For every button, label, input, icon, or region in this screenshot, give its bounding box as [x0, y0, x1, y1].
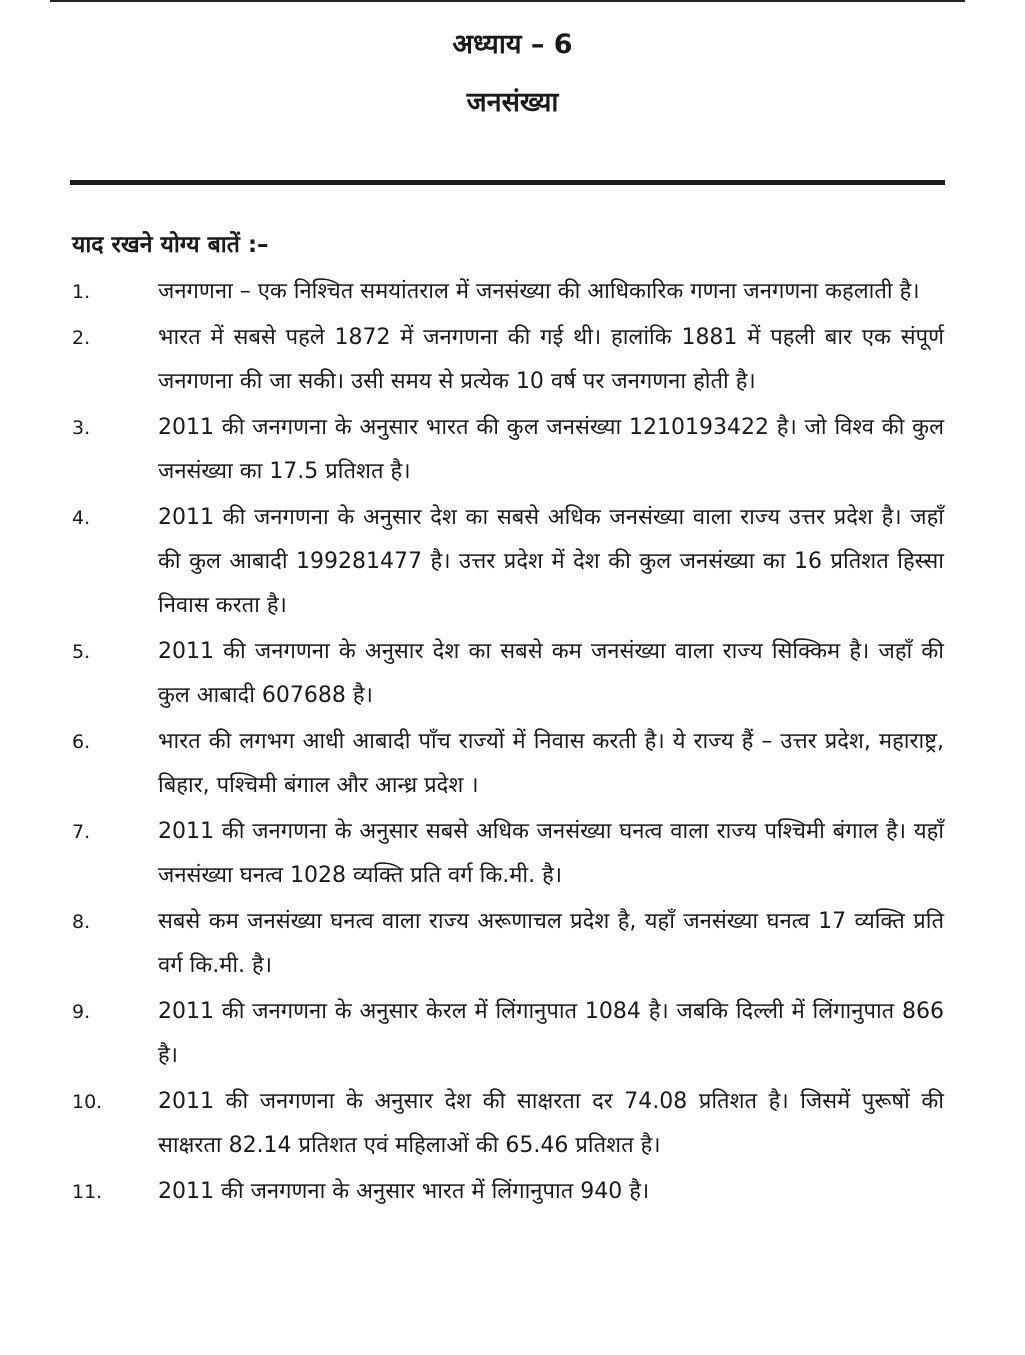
item-number: 6. [72, 731, 91, 753]
list-item [72, 1170, 944, 1214]
item-number: 7. [72, 821, 91, 843]
list-item [72, 316, 944, 404]
list-item [72, 810, 944, 898]
list-item [72, 630, 944, 718]
item-number: 8. [72, 911, 91, 933]
item-text: 2011 की जनगणना के अनुसार केरल में लिंगानुपात 1084 है। जबकि दिल्ली में लिंगानुपात 866 है। [158, 999, 944, 1068]
item-number: 1. [72, 281, 91, 303]
list-item [72, 900, 944, 988]
item-text: भारत की लगभग आधी आबादी पाँच राज्यों में निवास करती है। ये राज्य हैं – उत्तर प्रदेश, महाराष्ट्र, बिहार, पश्चिमी बंगाल और आन्ध्र प्रदेश । [158, 729, 944, 798]
item-number: 3. [72, 417, 91, 439]
top-rule [50, 0, 965, 2]
list-item [72, 720, 944, 808]
list-item [72, 496, 944, 628]
item-text: सबसे कम जनसंख्या घनत्व वाला राज्य अरूणाचल प्रदेश है, यहाँ जनसंख्या घनत्व 17 व्यक्ति प्रति वर्ग कि.मी. है। [158, 909, 944, 978]
list-item [72, 1080, 944, 1168]
item-number: 5. [72, 641, 91, 663]
points-list [72, 270, 944, 1216]
item-text: 2011 की जनगणना के अनुसार भारत की कुल जनसंख्या 1210193422 है। जो विश्व की कुल जनसंख्या का 17.5 प्रतिशत है। [158, 415, 944, 484]
item-text: भारत में सबसे पहले 1872 में जनगणना की गई थी। हालांकि 1881 में पहली बार एक संपूर्ण जनगणना की जा सकी। उसी समय से प्रत्येक 10 वर्ष पर जनगणना होती है। [158, 325, 944, 394]
chapter-title: अध्याय – 6 [452, 29, 573, 60]
item-text: जनगणना – एक निश्चित समयांतराल में जनसंख्या की आधिकारिक गणना जनगणना कहलाती है। [158, 279, 920, 304]
section-heading: याद रखने योग्य बातें :– [72, 232, 269, 258]
section-divider [70, 180, 945, 185]
item-number: 11. [72, 1181, 103, 1203]
item-number: 9. [72, 1001, 91, 1023]
item-number: 4. [72, 507, 91, 529]
list-item [72, 270, 944, 314]
list-item [72, 990, 944, 1078]
chapter-subject: जनसंख्या [466, 87, 559, 118]
item-text: 2011 की जनगणना के अनुसार देश का सबसे कम जनसंख्या वाला राज्य सिक्किम है। जहाँ की कुल आबादी 607688 है। [158, 639, 944, 708]
item-text: 2011 की जनगणना के अनुसार देश की साक्षरता दर 74.08 प्रतिशत है। जिसमें पुरूषों की साक्षरता 82.14 प्रतिशत एवं महिलाओं की 65.46 प्रतिशत है। [158, 1089, 944, 1158]
item-text: 2011 की जनगणना के अनुसार सबसे अधिक जनसंख्या घनत्व वाला राज्य पश्चिमी बंगाल है। यहाँ जनसंख्या घनत्व 1028 व्यक्ति प्रति वर्ग कि.मी. है। [158, 819, 944, 888]
item-number: 2. [72, 327, 91, 349]
item-text: 2011 की जनगणना के अनुसार देश का सबसे अधिक जनसंख्या वाला राज्य उत्तर प्रदेश है। जहाँ की कुल आबादी 199281477 है। उत्तर प्रदेश में देश की कुल जनसंख्या का 16 प्रतिशत हिस्सा निवास करता है। [158, 505, 944, 618]
list-item [72, 406, 944, 494]
item-text: 2011 की जनगणना के अनुसार भारत में लिंगानुपात 940 है। [158, 1179, 650, 1204]
item-number: 10. [72, 1091, 103, 1113]
